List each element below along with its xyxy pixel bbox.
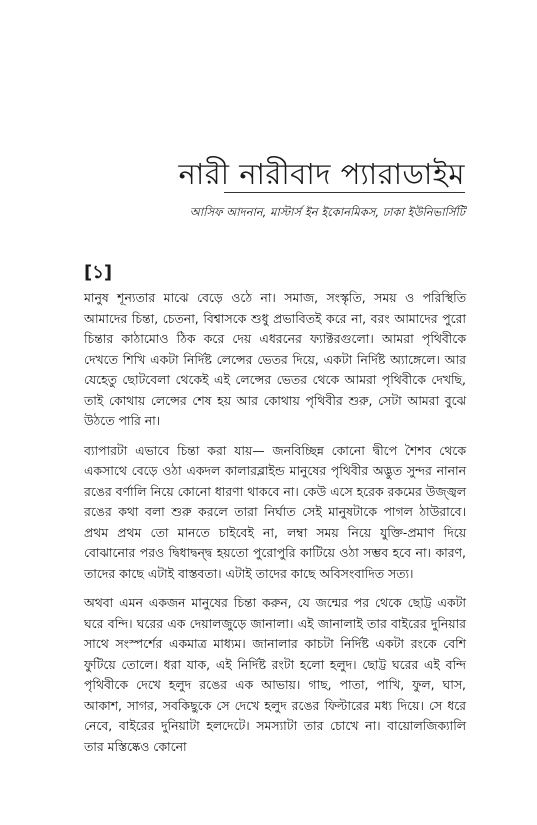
- paragraph-2: ব্যাপারটা এভাবে চিন্তা করা যায়— জনবিচ্ছিন্ন কোনো দ্বীপে শৈশব থেকে একসাথে বেড়ে ওঠা একদল কালারব্লাইন্ড মানুষের পৃথিবীর অদ্ভুত সুন্দর নানান রঙের বর্ণালি নিয়ে কোনো ধারণা থাকবে না। কেউ এসে হরেক রকমের উজ্জ্বল রঙের কথা বলা শুরু করলে তারা নির্ঘাত সেই মানুষটাকে পাগল ঠাউরাবে। প্রথম প্রথম তো মানতে চাইবেই না, লম্বা সময় নিয়ে যুক্তি-প্রমাণ দিয়ে বোঝানোর পরও দ্বিধাদ্বন্দ্ব হয়তো পুরোপুরি কাটিয়ে ওঠা সম্ভব হবে না। কারণ, তাদের কাছে এটাই বাস্তবতা। এটাই তাদের কাছে অবিসংবাদিত সত্য।: [84, 442, 466, 581]
- body-text: [84, 288, 466, 766]
- chapter-author: আসিফ আদনান, মাস্টার্স ইন ইকোনমিকস, ঢাকা ইউনিভার্সিটি: [189, 205, 465, 219]
- chapter-title: নারী নারীবাদ প্যারাডাইম: [178, 157, 465, 191]
- title-divider: [224, 192, 465, 193]
- section-number: [১]: [84, 262, 113, 283]
- paragraph-1: মানুষ শূন্যতার মাঝে বেড়ে ওঠে না। সমাজ, সংস্কৃতি, সময় ও পরিস্থিতি আমাদের চিন্তা, চেতনা, বিশ্বাসকে শুধু প্রভাবিতই করে না, বরং আমাদের পুরো চিন্তার কাঠামোও ঠিক করে দেয় এধরনের ফ্যাক্টরগুলো। আমরা পৃথিবীকে দেখতে শিখি একটা নির্দিষ্ট লেন্সের ভেতর দিয়ে, একটা নির্দিষ্ট অ্যাঙ্গেলে। আর যেহেতু ছোটবেলা থেকেই এই লেন্সের ভেতর থেকে আমরা পৃথিবীকে দেখছি, তাই কোথায় লেন্সের শেষ হয় আর কোথায় পৃথিবীর শুরু, সেটা আমরা বুঝে উঠতে পারি না।: [84, 290, 466, 428]
- paragraph-3: অথবা এমন একজন মানুষের চিন্তা করুন, যে জন্মের পর থেকে ছোট্ট একটা ঘরে বন্দি। ঘরের এক দেয়ালজুড়ে জানালা। এই জানালাই তার বাইরের দুনিয়ার সাথে সংস্পর্শের একমাত্র মাধ্যম। জানালার কাচটা নির্দিষ্ট একটা রংকে বেশি ফুটিয়ে তোলে। ধরা যাক, এই নির্দিষ্ট রংটা হলো হলুদ। ছোট্ট ঘরের এই বন্দি পৃথিবীকে দেখে হলুদ রঙের এক আভায়। গাছ, পাতা, পাখি, ফুল, ঘাস, আকাশ, সাগর, সবকিছুকে সে দেখে হলুদ রঙের ফিল্টারের মধ্য দিয়ে। সে ধরে নেবে, বাইরের দুনিয়াটা হলদেটে। সমস্যাটা তার চোখে না। বায়োলজিক্যালি তার মস্তিষ্কেও কোনো: [84, 595, 466, 754]
